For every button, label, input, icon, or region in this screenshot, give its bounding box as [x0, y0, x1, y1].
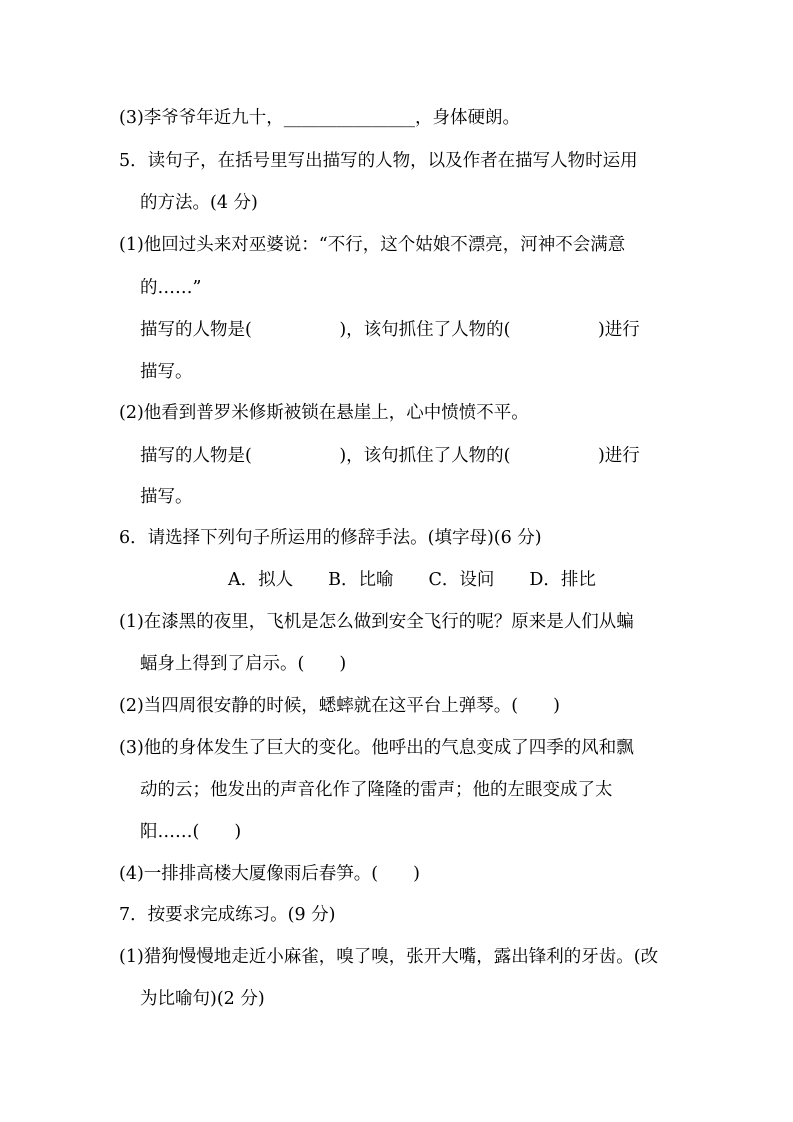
q5-heading: 5．读句子，在括号里写出描写的人物，以及作者在描写人物时运用	[119, 151, 638, 171]
q6-2-sentence: (2)当四周很安静的时候，蟋蟀就在这平台上弹琴。( )	[119, 696, 560, 716]
q6-1-sentence-cont: 蝠身上得到了启示。( )	[140, 654, 347, 674]
q6-options: A．拟人 B．比喻 C．设问 D．排比	[228, 570, 596, 590]
q5-2-sentence: (2)他看到普罗米修斯被锁在悬崖上，心中愤愤不平。	[119, 403, 529, 423]
q6-heading: 6．请选择下列句子所运用的修辞手法。(填字母)(6 分)	[119, 528, 542, 548]
q6-3-sentence-cont2: 阳……( )	[140, 822, 242, 842]
q6-4-sentence: (4)一排排高楼大厦像雨后春笋。( )	[119, 864, 420, 884]
q7-1-sentence-cont: 为比喻句)(2 分)	[140, 989, 265, 1009]
q6-3-sentence: (3)他的身体发生了巨大的变化。他呼出的气息变成了四季的风和飘	[119, 738, 634, 758]
q6-3-sentence-cont: 动的云；他发出的声音化作了隆隆的雷声；他的左眼变成了太	[140, 780, 613, 800]
q5-2-answer-cont: 描写。	[140, 487, 193, 507]
q7-heading: 7．按要求完成练习。(9 分)	[119, 905, 336, 925]
q5-1-sentence-cont: 的……”	[140, 278, 202, 298]
q5-1-answer: 描写的人物是( )，该句抓住了人物的( )进行	[140, 320, 640, 340]
q4-3-line: (3)李爷爷年近九十，_______________，身体硬朗。	[119, 108, 521, 128]
q7-1-sentence: (1)猎狗慢慢地走近小麻雀，嗅了嗅，张开大嘴，露出锋利的牙齿。(改	[119, 947, 659, 967]
q6-1-sentence: (1)在漆黑的夜里，飞机是怎么做到安全飞行的呢？原来是人们从蝙	[119, 612, 634, 632]
q5-1-sentence: (1)他回过头来对巫婆说：“不行，这个姑娘不漂亮，河神不会满意	[119, 235, 626, 255]
q5-2-answer: 描写的人物是( )，该句抓住了人物的( )进行	[140, 446, 640, 466]
q5-heading-cont: 的方法。(4 分)	[140, 193, 258, 213]
q5-1-answer-cont: 描写。	[140, 362, 193, 382]
